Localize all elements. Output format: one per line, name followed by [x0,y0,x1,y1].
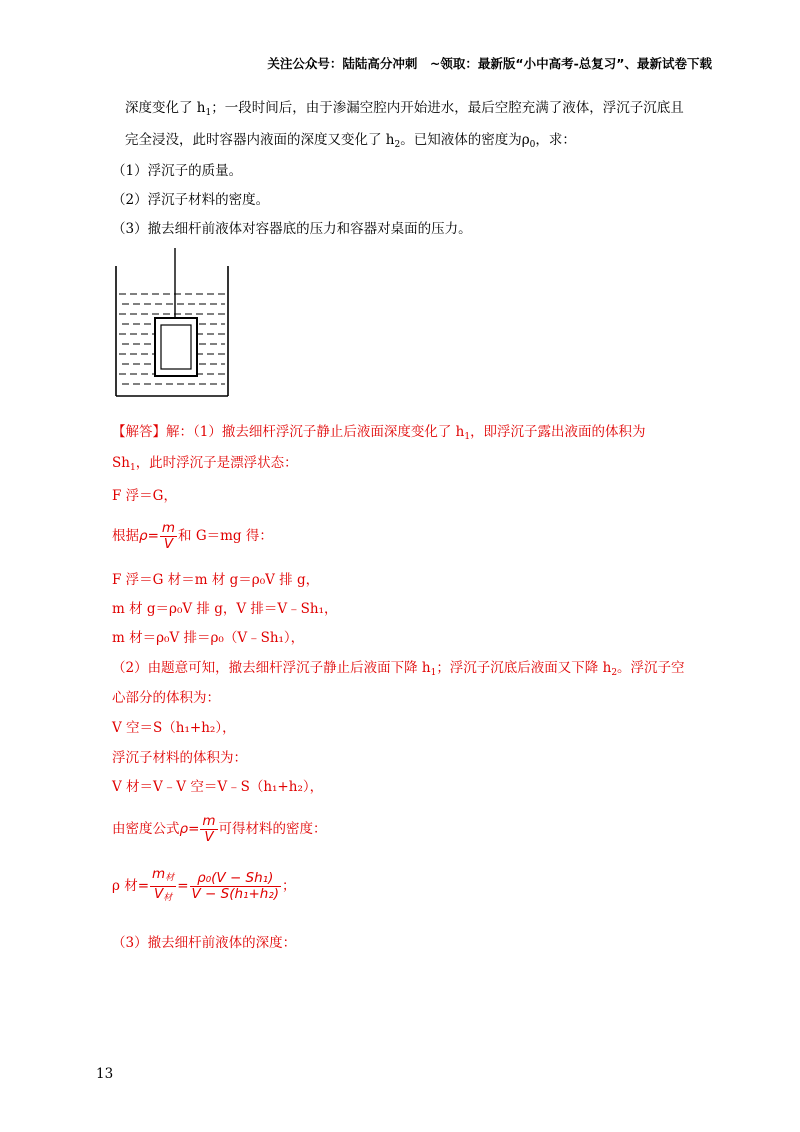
equals: = [177,878,189,894]
question-line-1 [125,99,684,122]
solution-line-7: m 材＝ρ₀V 排＝ρ₀（V﹣Sh₁）， [112,630,305,646]
question-3: （3）撤去细杆前液体对容器底的压力和容器对桌面的压力。 [112,221,472,237]
sub: 0 [529,140,536,150]
q-line2-a: 完全浸没，此时容器内液面的深度又变化了 h [125,132,395,148]
frac-den [150,887,176,906]
sol-l2-a: Sh [112,455,130,471]
solution-line-1 [112,423,646,446]
frac-num: ρ₀(V − Sh₁) [190,871,281,887]
sub: 1 [430,668,437,678]
q-line1-a: 深度变化了 h [125,100,206,116]
solution-line-8 [112,659,685,682]
sub: 2 [394,140,401,150]
solution-line-3: F 浮＝G， [112,488,177,504]
answer-label: 【解答】 [112,424,166,440]
solution-line-4 [112,518,273,554]
rho-symbol: ρ [179,821,189,837]
q-line2-c: ，求： [535,132,576,148]
sub-cai: 材 [163,893,173,903]
solution-line-13 [112,811,327,847]
frac-den: V [204,829,214,845]
sol-l14-b: ； [282,878,296,894]
equals: = [188,821,200,837]
sub: 1 [129,463,136,473]
question-line-2 [125,131,576,154]
sol-l13-b: 可得材料的密度： [218,821,327,837]
sol-l1-b: 解：（1）撤去细杆浮沉子静止后液面深度变化了 h [166,424,465,440]
fraction-m-over-v [200,814,217,845]
q-line2-b: 。已知液体的密度为ρ [400,132,530,148]
fraction-m-cai-over-v-cai [150,867,176,906]
solution-line-6: m 材 g＝ρ₀V 排 g，V 排＝V﹣Sh₁， [112,601,338,617]
sol-l4-b: 和 G＝mg 得： [178,528,273,544]
solution-line-9: 心部分的体积为： [112,690,220,706]
solution-line-10: V 空＝S（h₁+h₂）， [112,720,236,736]
m-symbol: m [152,866,166,882]
question-1: （1）浮沉子的质量。 [112,163,243,179]
sol-l13-a: 由密度公式 [112,821,180,837]
float-cavity [161,325,191,369]
solution-line-5: F 浮＝G 材＝m 材 g＝ρ₀V 排 g， [112,572,320,588]
sol-l1-c: ，即浮沉子露出液面的体积为 [470,424,646,440]
sol-l14-a: ρ 材 [112,878,138,894]
sol-l2-b: ，此时浮沉子是漂浮状态： [135,455,298,471]
container-figure [110,248,235,398]
frac-den: V − S(h₁+h₂) [191,886,280,902]
frac-den: V [163,536,174,552]
sub-cai: 材 [165,873,175,883]
rho-symbol: ρ [139,528,148,544]
fraction-density-expression [190,871,281,902]
q-line1-b: ；一段时间后，由于渗漏空腔内开始进水，最后空腔充满了液体，浮沉子沉底且 [211,100,684,116]
solution-line-15: （3）撤去细杆前液体的深度： [112,935,297,951]
question-2: （2）浮沉子材料的密度。 [112,192,270,208]
solution-line-12: V 材＝V﹣V 空＝V﹣S（h₁+h₂）， [112,779,324,795]
frac-num [150,867,176,887]
sub: 1 [205,108,212,118]
sol-l8-b: ；浮沉子沉底后液面又下降 h [436,660,612,676]
sol-l8-c: 。浮沉子空 [617,660,685,676]
fraction-m-over-v [160,521,177,552]
equals: = [137,878,150,894]
page-header: 关注公众号：陆陆高分冲刺 ~领取：最新版“小中高考-总复习”、最新试卷下载 [267,56,712,71]
sol-l8-a: （2）由题意可知，撤去细杆浮沉子静止后液面下降 h [112,660,431,676]
solution-line-2 [112,454,298,477]
solution-line-11: 浮沉子材料的体积为： [112,750,247,766]
frac-num: m [202,813,216,829]
sub: 2 [611,668,618,678]
v-symbol: V [154,886,164,902]
equals: = [147,528,159,544]
page-number: 13 [96,1066,114,1082]
frac-num: m [161,520,176,536]
solution-line-14 [112,864,296,908]
sol-l4-a: 根据 [112,528,139,544]
sub: 1 [464,432,471,442]
